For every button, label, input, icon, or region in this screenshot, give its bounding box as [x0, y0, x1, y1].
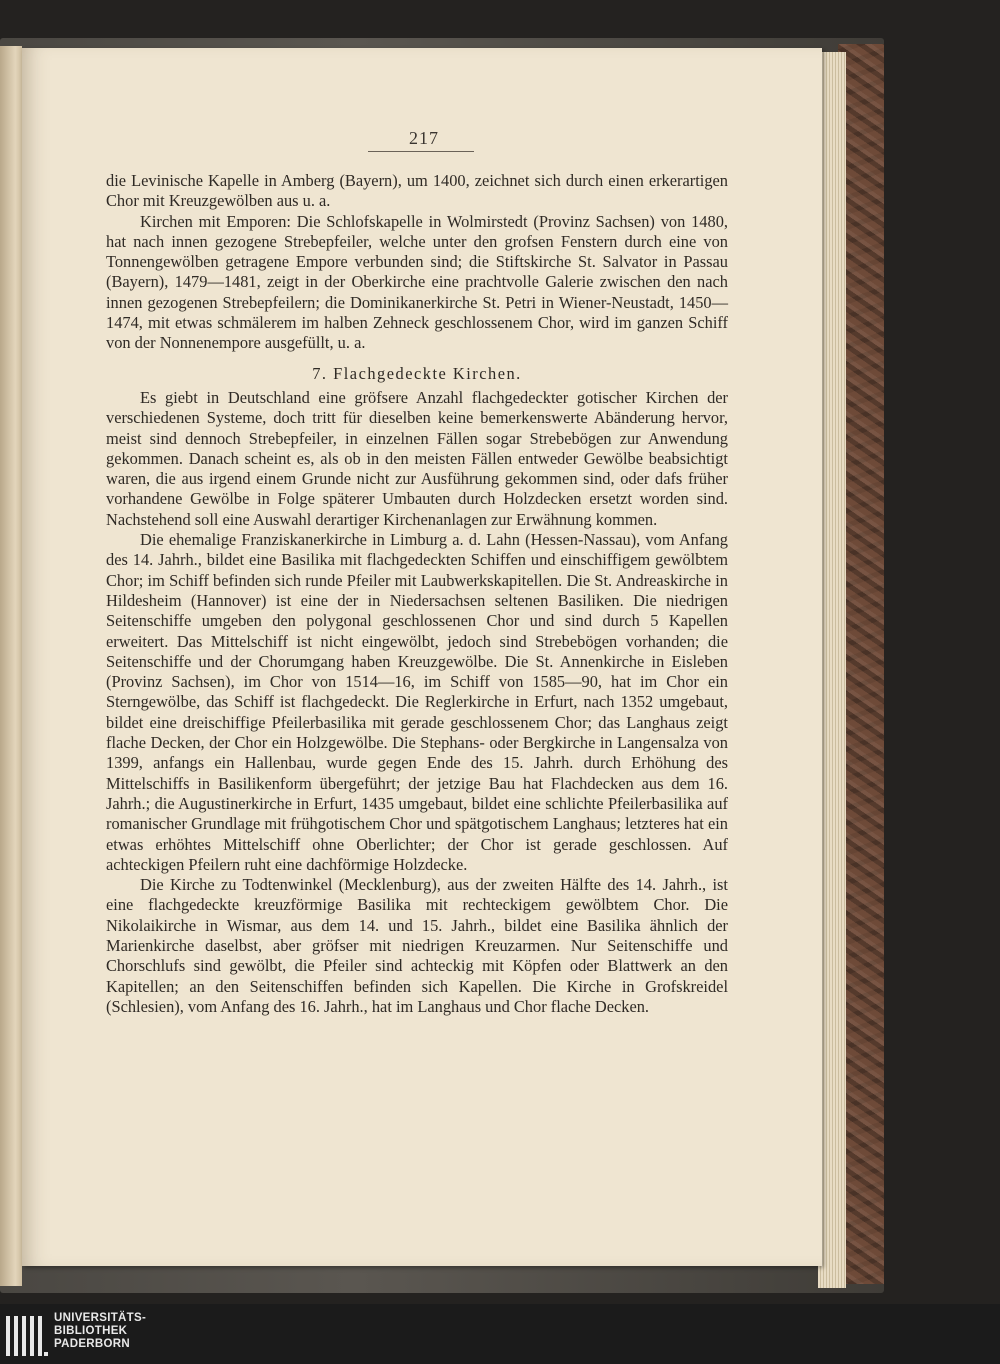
page-number: 217	[409, 128, 439, 148]
library-footer	[0, 1304, 1000, 1364]
library-logo-icon	[6, 1312, 50, 1360]
body-text	[106, 171, 728, 1017]
paragraph: Es giebt in Deutschland eine gröfsere Anzahl flachgedeckter gotischer Kirchen der verschiedenen Systeme, doch tritt für dieselben keine bemerkenswerte Abänderung hervor, meist sind dennoch Strebepfeiler, in einzelnen Fällen sogar Strebebögen zur Anwendung gekommen. Danach scheint es, als ob in den meisten Fällen entweder Gewölbe beabsichtigt waren, die aus irgend einem Grunde nicht zur Ausführung gekommen sind, oder dafs früher vorhandene Gewölbe in Folge späterer Umbauten durch Holzdecken ersetzt worden sind. Nachstehend soll eine Auswahl derartiger Kirchenanlagen zur Erwähnung kommen.	[106, 387, 728, 529]
library-logo-text	[54, 1312, 146, 1351]
paragraph: die Levinische Kapelle in Amberg (Bayern), um 1400, zeichnet sich durch einen erkerartigen Chor mit Kreuzgewölben aus u. a.	[106, 171, 728, 211]
book-page	[22, 48, 822, 1266]
logo-line: UNIVERSITÄTS-	[54, 1312, 147, 1324]
logo-line: BIBLIOTHEK	[54, 1325, 128, 1337]
facing-page-edge	[0, 46, 22, 1286]
section-heading: 7. Flachgedeckte Kirchen.	[312, 363, 522, 383]
paragraph: Die Kirche zu Todtenwinkel (Mecklenburg), aus der zweiten Hälfte des 14. Jahrh., ist eine flachgedeckte kreuzförmige Basilika mit rechteckigem gewölbtem Chor. Die Nikolaikirche in Wismar, aus dem 14. und 15. Jahrh., bildet eine Basilika ähnlich der Marienkirche daselbst, aber gröfser mit niedrigen Kreuzarmen. Nur Seitenschiffe und Chorschlufs sind gewölbt, die Pfeiler sind achteckig mit Köpfen oder Blattwerk an den Kapitellen; an den Seitenschiffen befinden sich Kapellen. Die Kirche in Grofskreidel (Schlesien), vom Anfang des 16. Jahrh., hat im Langhaus und Chor flache Decken.	[106, 875, 728, 1016]
logo-line: PADERBORN	[54, 1338, 130, 1350]
page-number-rule	[368, 151, 474, 152]
paragraph: Die ehemalige Franziskanerkirche in Limburg a. d. Lahn (Hessen-Nassau), vom Anfang des 14. Jahrh., bildet eine Basilika mit flachgedeckten Schiffen und einschiffigem gewölbtem Chor; im Schiff befinden sich runde Pfeiler mit Laubwerkskapitellen. Die St. Andreaskirche in Hildesheim (Hannover) ist eine der in Niedersachsen seltenen Basiliken. Die niedrigen Seitenschiffe umgeben den polygonal geschlossenen Chor und sind durch 5 Kapellen erweitert. Das Mittelschiff ist nicht eingewölbt, jedoch sind Strebebögen vorhanden; die Seitenschiffe und der Chorumgang haben Kreuzgewölbe. Die St. Annenkirche in Eisleben (Provinz Sachsen), im Chor von 1514—16, im Schiff von 1585—90, hat im Chor ein Sterngewölbe, das Schiff ist flachgedeckt. Die Reglerkirche in Erfurt, nach 1352 umgebaut, bildet eine dreischiffige Pfeilerbasilika mit gerade geschlossenem Chor; das Langhaus zeigt flache Decken, der Chor ein Holzgewölbe. Die Stephans- oder Bergkirche in Langensalza von 1399, anfangs ein Hallenbau, wurde gegen Ende des 15. Jahrh. durch Erhöhung des Mittelschiffs in Basilikenform übergeführt; der jetzige Bau hat Flachdecken aus dem 16. Jahrh.; die Augustinerkirche in Erfurt, 1435 umgebaut, bildet eine schlichte Pfeilerbasilika auf romanischer Grundlage mit frühgotischem Chor und spätgotischem Langhaus; letzteres hat ein etwas erhöhtes Mittelschiff ohne Oberlichter; der Chor ist gerade geschlossen. Auf achteckigen Pfeilern ruht eine dachförmige Holzdecke.	[106, 530, 728, 874]
paragraph: Kirchen mit Emporen: Die Schlofskapelle in Wolmirstedt (Provinz Sachsen) von 1480, hat nach innen gezogene Strebepfeiler, welche unter den grofsen Fenstern durch eine von Tonnengewölben getragene Empore verbunden sind; die Stiftskirche St. Salvator in Passau (Bayern), 1479—1481, zeigt in der Oberkirche eine prachtvolle Galerie zwischen den nach innen gezogenen Strebepfeilern; die Dominikanerkirche St. Petri in Wiener-Neustadt, 1450—1474, mit etwas schmälerem im halben Zehneck geschlossenem Chor, wird im ganzen Schiff von der Nonnenempore ausgefüllt, u. a.	[106, 211, 728, 353]
page-stack-edges	[818, 52, 846, 1288]
